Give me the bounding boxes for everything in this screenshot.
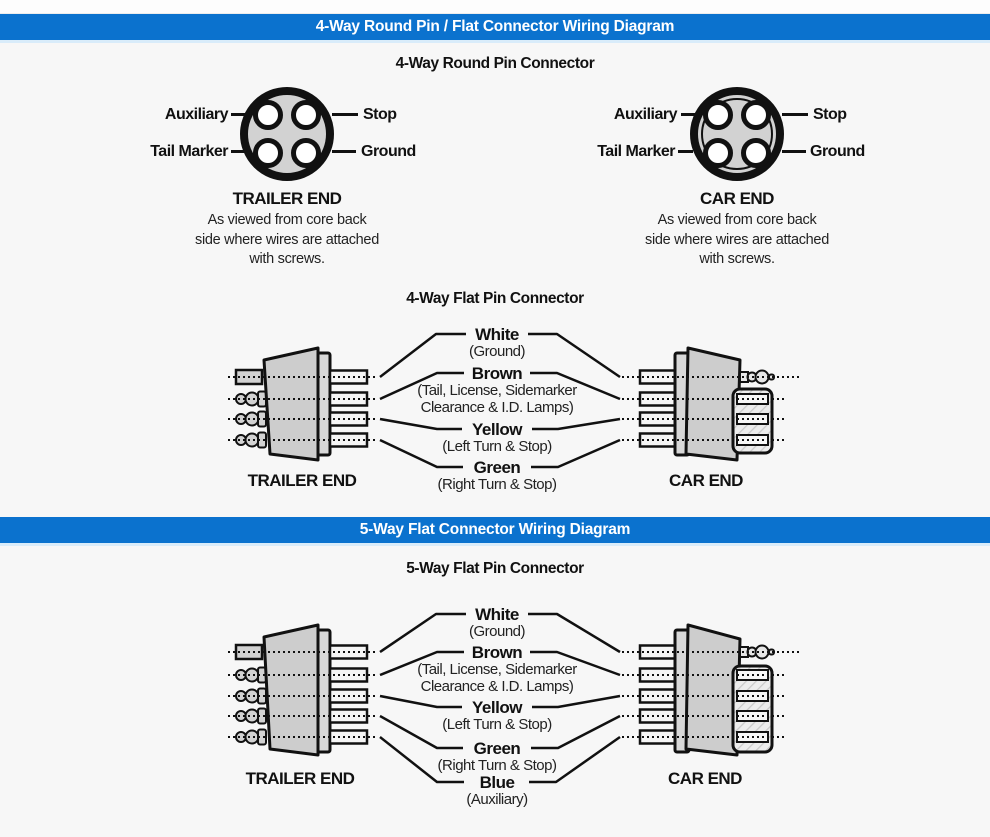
flat-pins: [640, 371, 677, 447]
trailer-end-caption: TRAILER END: [245, 769, 355, 788]
flat-pins: [330, 371, 367, 447]
trailer-end-caption: TRAILER END: [247, 471, 357, 490]
car-flat-connector: [622, 348, 800, 460]
wire-label-white: White (Ground): [468, 325, 526, 360]
pin-label-auxiliary: Auxiliary: [164, 106, 228, 123]
round-connector-body: [240, 87, 334, 181]
trailer-end-caption: TRAILER END: [232, 189, 342, 208]
pin-label-stop: Stop: [813, 106, 847, 123]
leader-line: [332, 150, 356, 153]
wire-label-green: Green (Right Turn & Stop): [437, 458, 557, 493]
wire-bulb: [236, 392, 266, 448]
car-end-note: As viewed from core back side where wires are attached with screws.: [645, 212, 829, 267]
trailer-flat-connector: [228, 625, 378, 755]
heading-4way-flat: 4-Way Flat Pin Connector: [406, 290, 584, 307]
car-flat-connector: [622, 625, 800, 755]
leader-line: [332, 113, 358, 116]
pin-tail-marker: [253, 138, 283, 168]
flat-pins: [640, 646, 677, 744]
trailer-flat-connector: [228, 348, 378, 460]
pin-stop: [741, 100, 771, 130]
pin-auxiliary: [703, 100, 733, 130]
pin-ground: [291, 138, 321, 168]
wire-label-white: White (Ground): [468, 605, 526, 640]
wire-label-blue: Blue (Auxiliary): [466, 773, 528, 808]
wire-label-brown: Brown (Tail, License, Sidemarker Clearance & I.D. Lamps): [417, 643, 577, 695]
leader-line: [782, 150, 806, 153]
car-end-caption: CAR END: [668, 769, 742, 788]
pin-stop: [291, 100, 321, 130]
pin-label-tail-marker: Tail Marker: [150, 143, 228, 160]
heading-5way-flat: 5-Way Flat Pin Connector: [406, 560, 584, 577]
car-end-caption: CAR END: [700, 189, 774, 208]
wire-label-yellow: Yellow (Left Turn & Stop): [442, 698, 552, 733]
heading-4way-round: 4-Way Round Pin Connector: [395, 55, 595, 72]
banner-4way: 4-Way Round Pin / Flat Connector Wiring Diagram: [0, 14, 990, 43]
leader-line: [231, 113, 245, 116]
pin-label-tail-marker: Tail Marker: [597, 143, 675, 160]
pin-auxiliary: [253, 100, 283, 130]
leader-line: [231, 150, 245, 153]
pin-label-stop: Stop: [363, 106, 397, 123]
car-end-caption: CAR END: [669, 471, 743, 490]
pin-label-ground: Ground: [810, 143, 865, 160]
top-strip: [0, 0, 990, 14]
leader-line: [681, 113, 695, 116]
wire-bulb: [236, 668, 266, 745]
flat-pins: [330, 646, 367, 744]
pin-ground: [741, 138, 771, 168]
wire-label-yellow: Yellow (Left Turn & Stop): [442, 420, 552, 455]
pin-label-auxiliary: Auxiliary: [613, 106, 677, 123]
leader-line: [678, 150, 693, 153]
wire-label-brown: Brown (Tail, License, Sidemarker Clearance & I.D. Lamps): [417, 364, 577, 416]
leader-line: [782, 113, 808, 116]
pin-label-ground: Ground: [361, 143, 416, 160]
banner-5way: 5-Way Flat Connector Wiring Diagram: [0, 517, 990, 546]
trailer-end-note: As viewed from core back side where wires are attached with screws.: [195, 212, 379, 267]
pin-tail-marker: [703, 138, 733, 168]
wire-label-green: Green (Right Turn & Stop): [437, 739, 557, 774]
